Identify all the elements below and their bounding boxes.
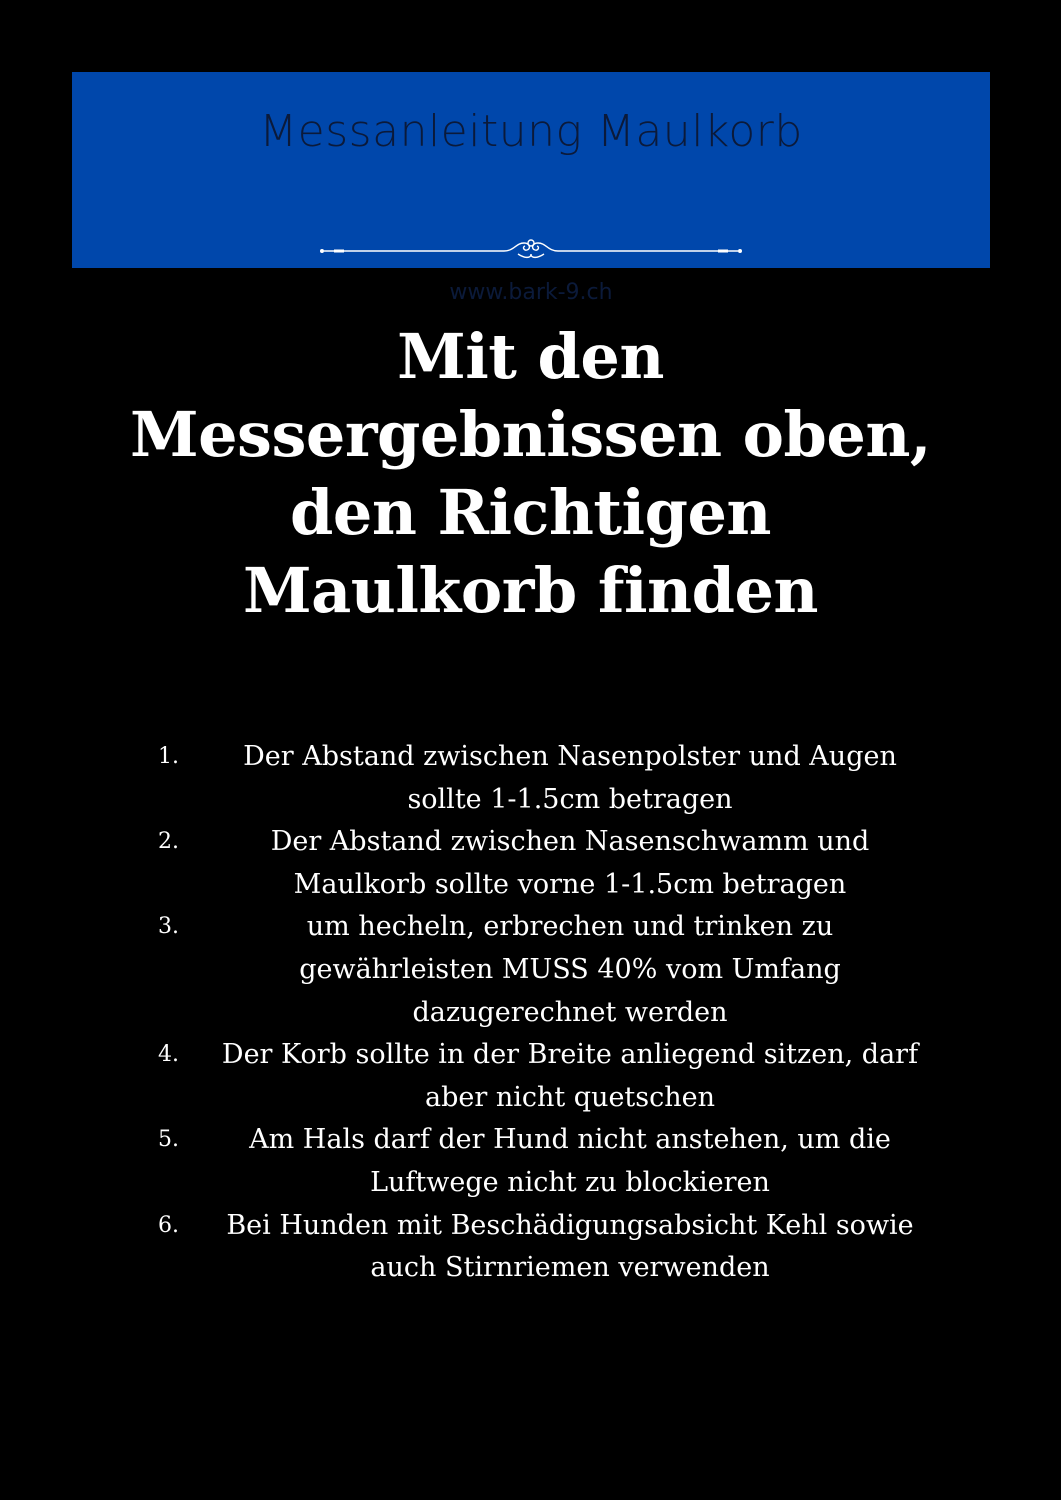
list-item: [150, 736, 930, 821]
flourish-divider-icon: [318, 234, 744, 264]
website-url: www.bark-9.ch: [449, 280, 613, 305]
heading-line: den Richtigen: [290, 476, 771, 549]
list-item: [150, 906, 930, 1034]
heading-line: Mit den: [397, 320, 664, 393]
step-number: 3.: [158, 914, 179, 940]
list-item: [150, 1034, 930, 1119]
step-number: 6.: [158, 1212, 179, 1238]
step-number: 1.: [158, 744, 179, 769]
list-item: [150, 1119, 930, 1204]
step-text: Der Abstand zwischen Nasenschwamm und Maulkorb sollte vorne 1-1.5cm betragen: [270, 826, 870, 900]
main-heading: [60, 318, 1001, 630]
instruction-list: [150, 736, 930, 1290]
step-text: Der Abstand zwischen Nasenpolster und Augen sollte 1-1.5cm betragen: [243, 741, 897, 815]
step-number: 5.: [158, 1127, 179, 1153]
step-text: Der Korb sollte in der Breite anliegend sitzen, darf aber nicht quetschen: [221, 1039, 919, 1113]
header-banner: [72, 72, 990, 305]
list-item: [150, 1205, 930, 1290]
list-item: [150, 821, 930, 906]
step-text: um hecheln, erbrechen und trinken zu gewährleisten MUSS 40% vom Umfang dazugerechnet werden: [299, 911, 841, 1028]
step-text: Am Hals darf der Hund nicht anstehen, um die Luftwege nicht zu blockieren: [249, 1124, 891, 1198]
step-number: 4.: [158, 1042, 179, 1068]
step-text: Bei Hunden mit Beschädigungsabsicht Kehl sowie auch Stirnriemen verwenden: [226, 1209, 914, 1284]
step-number: 2.: [158, 829, 179, 855]
heading-line: Maulkorb finden: [242, 554, 819, 627]
banner-title: Messanleitung Maulkorb: [259, 106, 803, 157]
heading-line: Messergebnissen oben,: [129, 398, 931, 471]
